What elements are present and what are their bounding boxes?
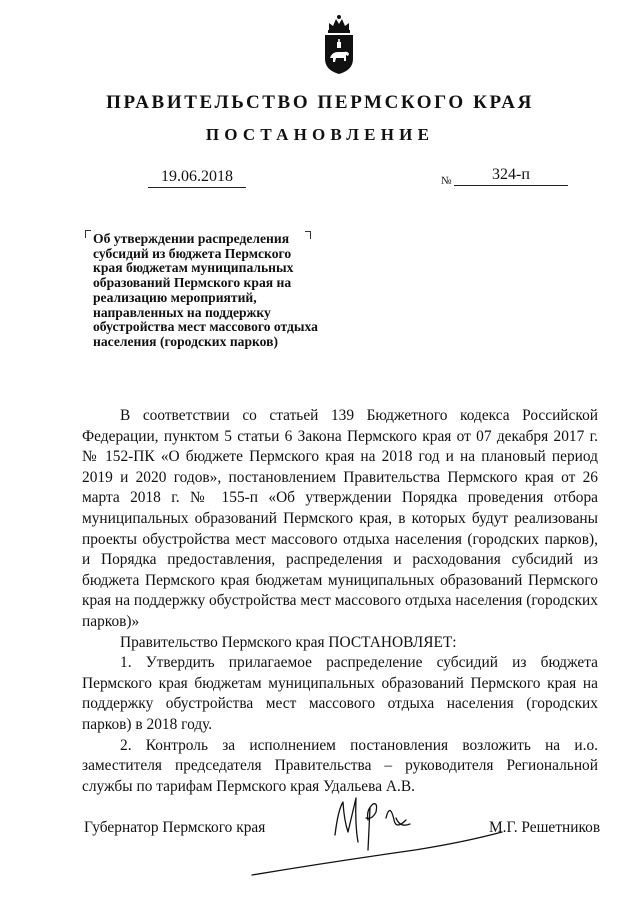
number-sign: № <box>441 175 452 187</box>
document-subject: Об утверждении распределения субсидий из бюджета Пермского края бюджетам муниципальных образований Пермского края на реализацию мероприятий, направленных на поддержку обустройства мест массового отдыха населения (городских парков) <box>93 231 318 349</box>
signatory-position: Губернатор Пермского края <box>84 819 266 836</box>
document-date: 19.06.2018 <box>148 168 246 188</box>
government-title: ПРАВИТЕЛЬСТВО ПЕРМСКОГО КРАЯ <box>106 92 534 113</box>
resolves-paragraph: Правительство Пермского края ПОСТАНОВЛЯЕТ: <box>120 633 457 651</box>
document-type: ПОСТАНОВЛЕНИЕ <box>205 125 435 144</box>
document-number: 324-п <box>454 166 568 186</box>
coat-of-arms-icon <box>322 14 356 76</box>
item-2-paragraph: 2. Контроль за исполнением постановления возложить на и.о. заместителя председателя Правительства – руководителя Региональной службы по тарифам Пермского края Удальева А.В. <box>82 736 598 795</box>
preamble-paragraph: В соответствии со статьей 139 Бюджетного кодекса Российской Федерации, пунктом 5 статьи 6 Закона Пермского края от 07 декабря 2017 г. № 152-ПК «О бюджете Пермского края на 2018 год и на плановый период 2019 и 2020 годов», постановлением Правительства Пермского края от 26 марта 2018 г. № 155-п «Об утверждении Порядка проведения отбора муниципальных образований Пермского края, в которых будут реализованы проекты обустройства мест массового отдыха населения (городских парков), и Порядка предоставления, распределения и расходования субсидий из бюджета Пермского края бюджетам муниципальных образований Пермского края на поддержку обустройства мест массового отдыха населения (городских парков)» <box>82 407 598 630</box>
document-body <box>82 406 598 797</box>
item-1-paragraph: 1. Утвердить прилагаемое распределение субсидий из бюджета Пермского края бюджетам муниципальных образований Пермского края на поддержку обустройства мест массового отдыха населения (городских парков) в 2018 году. <box>82 654 598 733</box>
signature-icon <box>240 780 510 880</box>
subject-bracket-left <box>85 230 91 238</box>
signatory-name: М.Г. Решетников <box>489 819 601 836</box>
